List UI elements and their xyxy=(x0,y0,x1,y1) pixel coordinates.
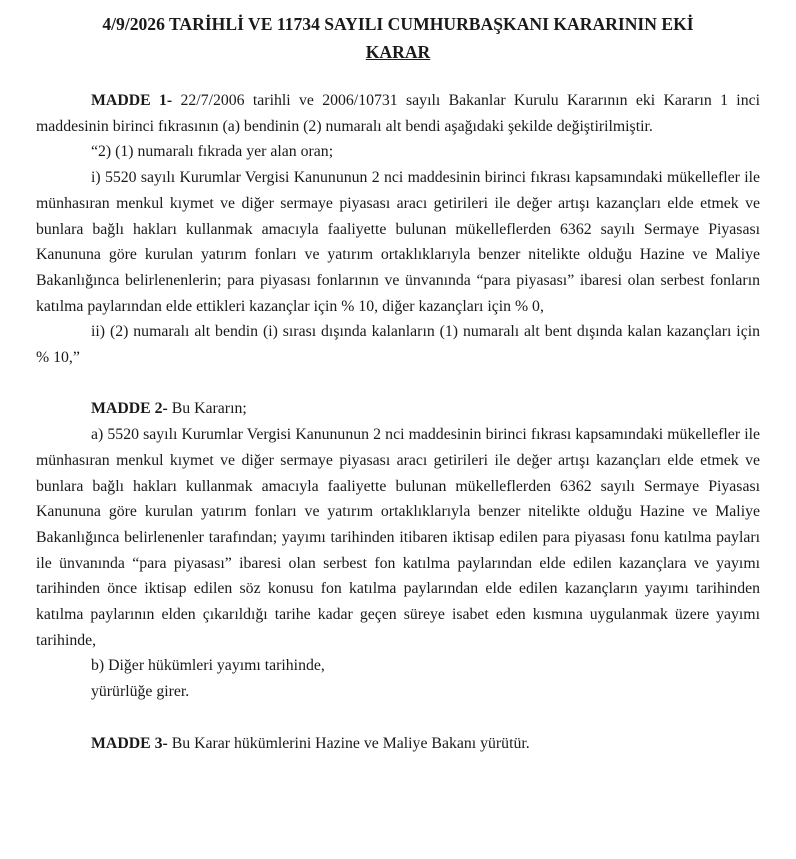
madde-1-label: MADDE 1- xyxy=(91,92,173,109)
madde-1-quote-open: “2) (1) numaralı fıkrada yer alan oran; xyxy=(91,143,334,161)
madde-3-text: Bu Karar hükümlerini Hazine ve Maliye Bakanı yürütür. xyxy=(167,734,530,752)
title-line-2: KARAR xyxy=(365,42,431,62)
madde-1-item-i: i) 5520 sayılı Kurumlar Vergisi Kanununun 2 nci maddesinin birinci fıkrası kapsamındaki mükellefler ile münhasıran menkul kıymet ve diğer sermaye piyasası aracı getirileri ile değer artışı kazançları elde etmek ve bunlara bağlı hakları kullanmak amacıyla faaliyette bulunan mükelleflerden 6362 sayılı Sermaye Piyasası Kanununa göre kurulan yatırım fonları ve yatırım ortaklıklarıyla benzer nitelikte olduğu Hazine ve Maliye Bakanlığınca belirlenenlerin; para piyasası fonlarının ve ünvanında “para piyasası” ibaresi olan serbest fonların katılma paylarından elde ettikleri kazançlar için % 10, diğer kazançları için % 0, xyxy=(36,169,760,315)
madde-1-intro xyxy=(36,88,760,139)
madde-2-item-b: b) Diğer hükümleri yayımı tarihinde, xyxy=(91,657,325,675)
document-body xyxy=(36,88,760,756)
spacer xyxy=(36,371,760,397)
madde-3 xyxy=(36,731,760,757)
madde-2-label: MADDE 2- xyxy=(91,400,168,418)
madde-1-item-ii: ii) (2) numaralı alt bendin (i) sırası dışında kalanların (1) numaralı alt bent dışında kalan kazançları için % 10,” xyxy=(36,323,760,367)
title-line-1: 4/9/2026 TARİHLİ VE 11734 SAYILI CUMHURBAŞKANI KARARININ EKİ xyxy=(102,14,694,34)
madde-1-intro-text: 22/7/2006 tarihli ve 2006/10731 sayılı Bakanlar Kurulu Kararının eki Kararın 1 inci maddesinin birinci fıkrasının (a) bendinin (2) numaralı alt bendi aşağıdaki şekilde değiştirilmiştir. xyxy=(36,92,760,135)
madde-2-item-a: a) 5520 sayılı Kurumlar Vergisi Kanununun 2 nci maddesinin birinci fıkrası kapsamındaki mükellefler ile münhasıran menkul kıymet ve diğer sermaye piyasası aracı getirileri ile değer artışı kazançları elde etmek ve bunlara bağlı hakları kullanmak amacıyla faaliyette bulunan mükelleflerden 6362 sayılı Sermaye Piyasası Kanununa göre kurulan yatırım fonları ve yatırım ortaklıklarıyla benzer nitelikte olduğu Hazine ve Maliye Bakanlığınca belirlenenler tarafından; yayımı tarihinden itibaren iktisap edilen para piyasası fonu katılma payları ile ünvanında “para piyasası” ibaresi olan serbest fon katılma paylarından elde edilen kazançlara ve yayımı tarihinden önce iktisap edilen söz konusu fon katılma paylarından elde edilen kazançların yayımı tarihinden katılma paylarının elden çıkarıldığı tarihe kadar geçen süreye isabet eden kısmına uygulanmak üzere yayımı tarihinde, xyxy=(36,426,760,649)
madde-2-closing: yürürlüğe girer. xyxy=(91,683,190,701)
madde-2-intro xyxy=(36,396,760,422)
spacer xyxy=(36,705,760,731)
madde-2-intro-text: Bu Kararın; xyxy=(167,400,247,418)
madde-3-label: MADDE 3- xyxy=(91,734,168,752)
document-title xyxy=(40,10,756,66)
